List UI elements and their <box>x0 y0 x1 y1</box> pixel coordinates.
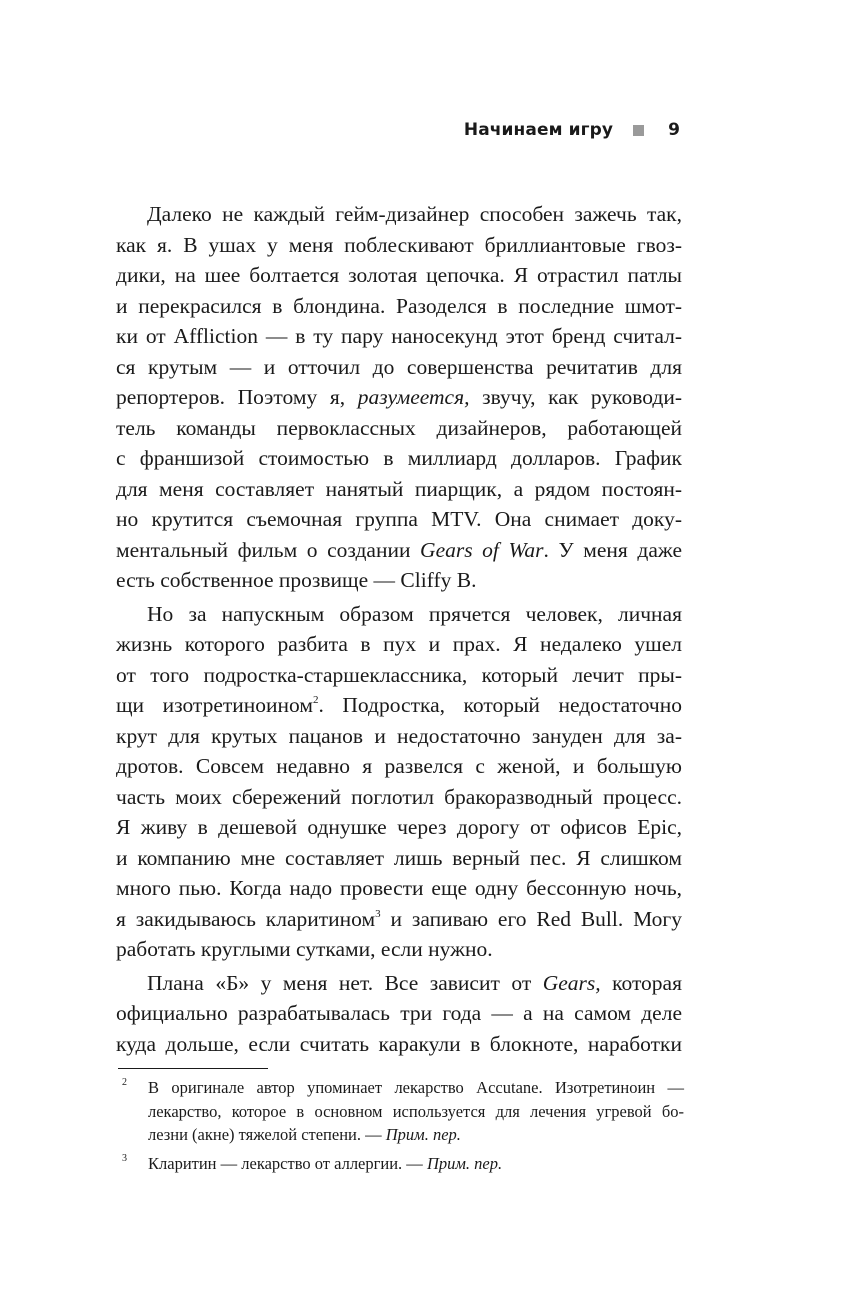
text-line: официально разрабатывалась три года — а на самом деле <box>116 1001 682 1025</box>
text-fragment: репортеров. Поэтому я, <box>116 385 358 409</box>
translator-note: Прим. пер. <box>385 1125 461 1144</box>
text-fragment: Плана «Б» у меня нет. Все зависит от <box>147 970 543 995</box>
text-line: дики, на шее болтается золотая цепочка. Я отрастил патлы <box>116 263 682 287</box>
footnote-marker[interactable]: 3 <box>375 907 381 920</box>
text-fragment: лезни (акне) тяжелой степени. — <box>148 1125 386 1144</box>
footnote-2 <box>118 1076 684 1147</box>
footnote-line: лекарство, которое в основном используется для лечения угревой бо- <box>148 1101 684 1121</box>
footnote-line: В оригинале автор упоминает лекарство Accutane. Изотретиноин — <box>148 1078 684 1097</box>
text-line: как я. В ушах у меня поблескивают бриллиантовые гвоз- <box>116 232 682 257</box>
page-number: 9 <box>668 120 680 140</box>
paragraph <box>116 199 682 596</box>
text-line: работать круглыми сутками, если нужно. <box>116 937 493 961</box>
paragraph <box>116 968 682 1060</box>
text-line: с франшизой стоимостью в миллиард долларов. График <box>116 446 682 470</box>
footnote-number: 2 <box>122 1077 127 1088</box>
text-fragment: ментальный фильм о создании <box>116 537 421 562</box>
text-fragment: Кларитин — лекарство от аллергии. — <box>148 1153 427 1173</box>
footnote-3 <box>118 1152 684 1176</box>
text-line: есть собственное прозвище — Cliffy B. <box>116 568 477 592</box>
footnote-line <box>148 1152 684 1176</box>
text-line: ся крутым — и отточил до совершенства речитатив для <box>116 354 682 379</box>
italic-emphasis: разумеется, <box>357 385 470 409</box>
text-fragment: . У меня даже <box>543 537 682 562</box>
text-line: ки от Affliction — в ту пару наносекунд этот бренд считал- <box>116 324 682 348</box>
footnote-number: 3 <box>122 1152 127 1164</box>
italic-title: Gears, <box>542 970 601 995</box>
text-line: от того подростка-старшеклассника, который лечит пры- <box>116 662 682 687</box>
italic-title: Gears of War <box>420 537 544 562</box>
chapter-title: Начинаем игру <box>463 120 614 140</box>
text-line: много пью. Когда надо провести еще одну бессонную ночь, <box>116 876 682 900</box>
body-text <box>116 199 682 1059</box>
text-line: и перекрасился в блондина. Разоделся в последние шмот- <box>116 293 682 318</box>
translator-note: Прим. пер. <box>426 1153 503 1173</box>
text-fragment: и запиваю его Red Bull. Могу <box>380 906 682 931</box>
text-line <box>116 690 682 721</box>
text-line <box>116 382 682 413</box>
text-line <box>116 535 682 566</box>
footnote-divider <box>118 1068 268 1069</box>
paragraph <box>116 599 682 965</box>
text-line: Но за напускным образом прячется человек, личная <box>147 601 682 626</box>
text-fragment: . Подростка, который недостаточно <box>318 693 683 717</box>
text-line: Далеко не каждый гейм-дизайнер способен зажечь так, <box>147 202 682 226</box>
text-line: часть моих сбережений поглотил бракоразводный процесс. <box>116 784 682 809</box>
footnote-line <box>148 1123 684 1147</box>
text-line: крут для крутых пацанов и недостаточно зануден для за- <box>116 723 682 748</box>
text-line: дротов. Совсем недавно я развелся с женой, и большую <box>116 754 682 778</box>
footnote-marker[interactable]: 2 <box>313 694 319 706</box>
running-head <box>120 120 680 140</box>
footnotes <box>118 1076 684 1180</box>
text-line: куда дольше, если считать каракули в блокноте, наработки <box>116 1031 682 1056</box>
text-line: и компанию мне составляет лишь верный пес. Я слишком <box>116 845 682 870</box>
text-fragment: которая <box>600 970 682 995</box>
square-separator-icon <box>633 125 644 136</box>
text-line: для меня составляет нанятый пиарщик, а рядом постоян- <box>116 476 682 501</box>
text-line: Я живу в дешевой однушке через дорогу от офисов Epic, <box>116 815 682 839</box>
text-fragment: щи изотретиноином <box>116 693 313 717</box>
text-fragment: звучу, как руководи- <box>469 385 682 409</box>
text-line <box>116 904 682 935</box>
text-line: тель команды первоклассных дизайнеров, работающей <box>116 415 682 440</box>
text-line <box>116 968 682 999</box>
text-line: жизнь которого разбита в пух и прах. Я недалеко ушел <box>116 632 682 656</box>
text-line: но крутится съемочная группа MTV. Она снимает доку- <box>116 507 682 531</box>
text-fragment: я закидываюсь кларитином <box>116 906 376 931</box>
